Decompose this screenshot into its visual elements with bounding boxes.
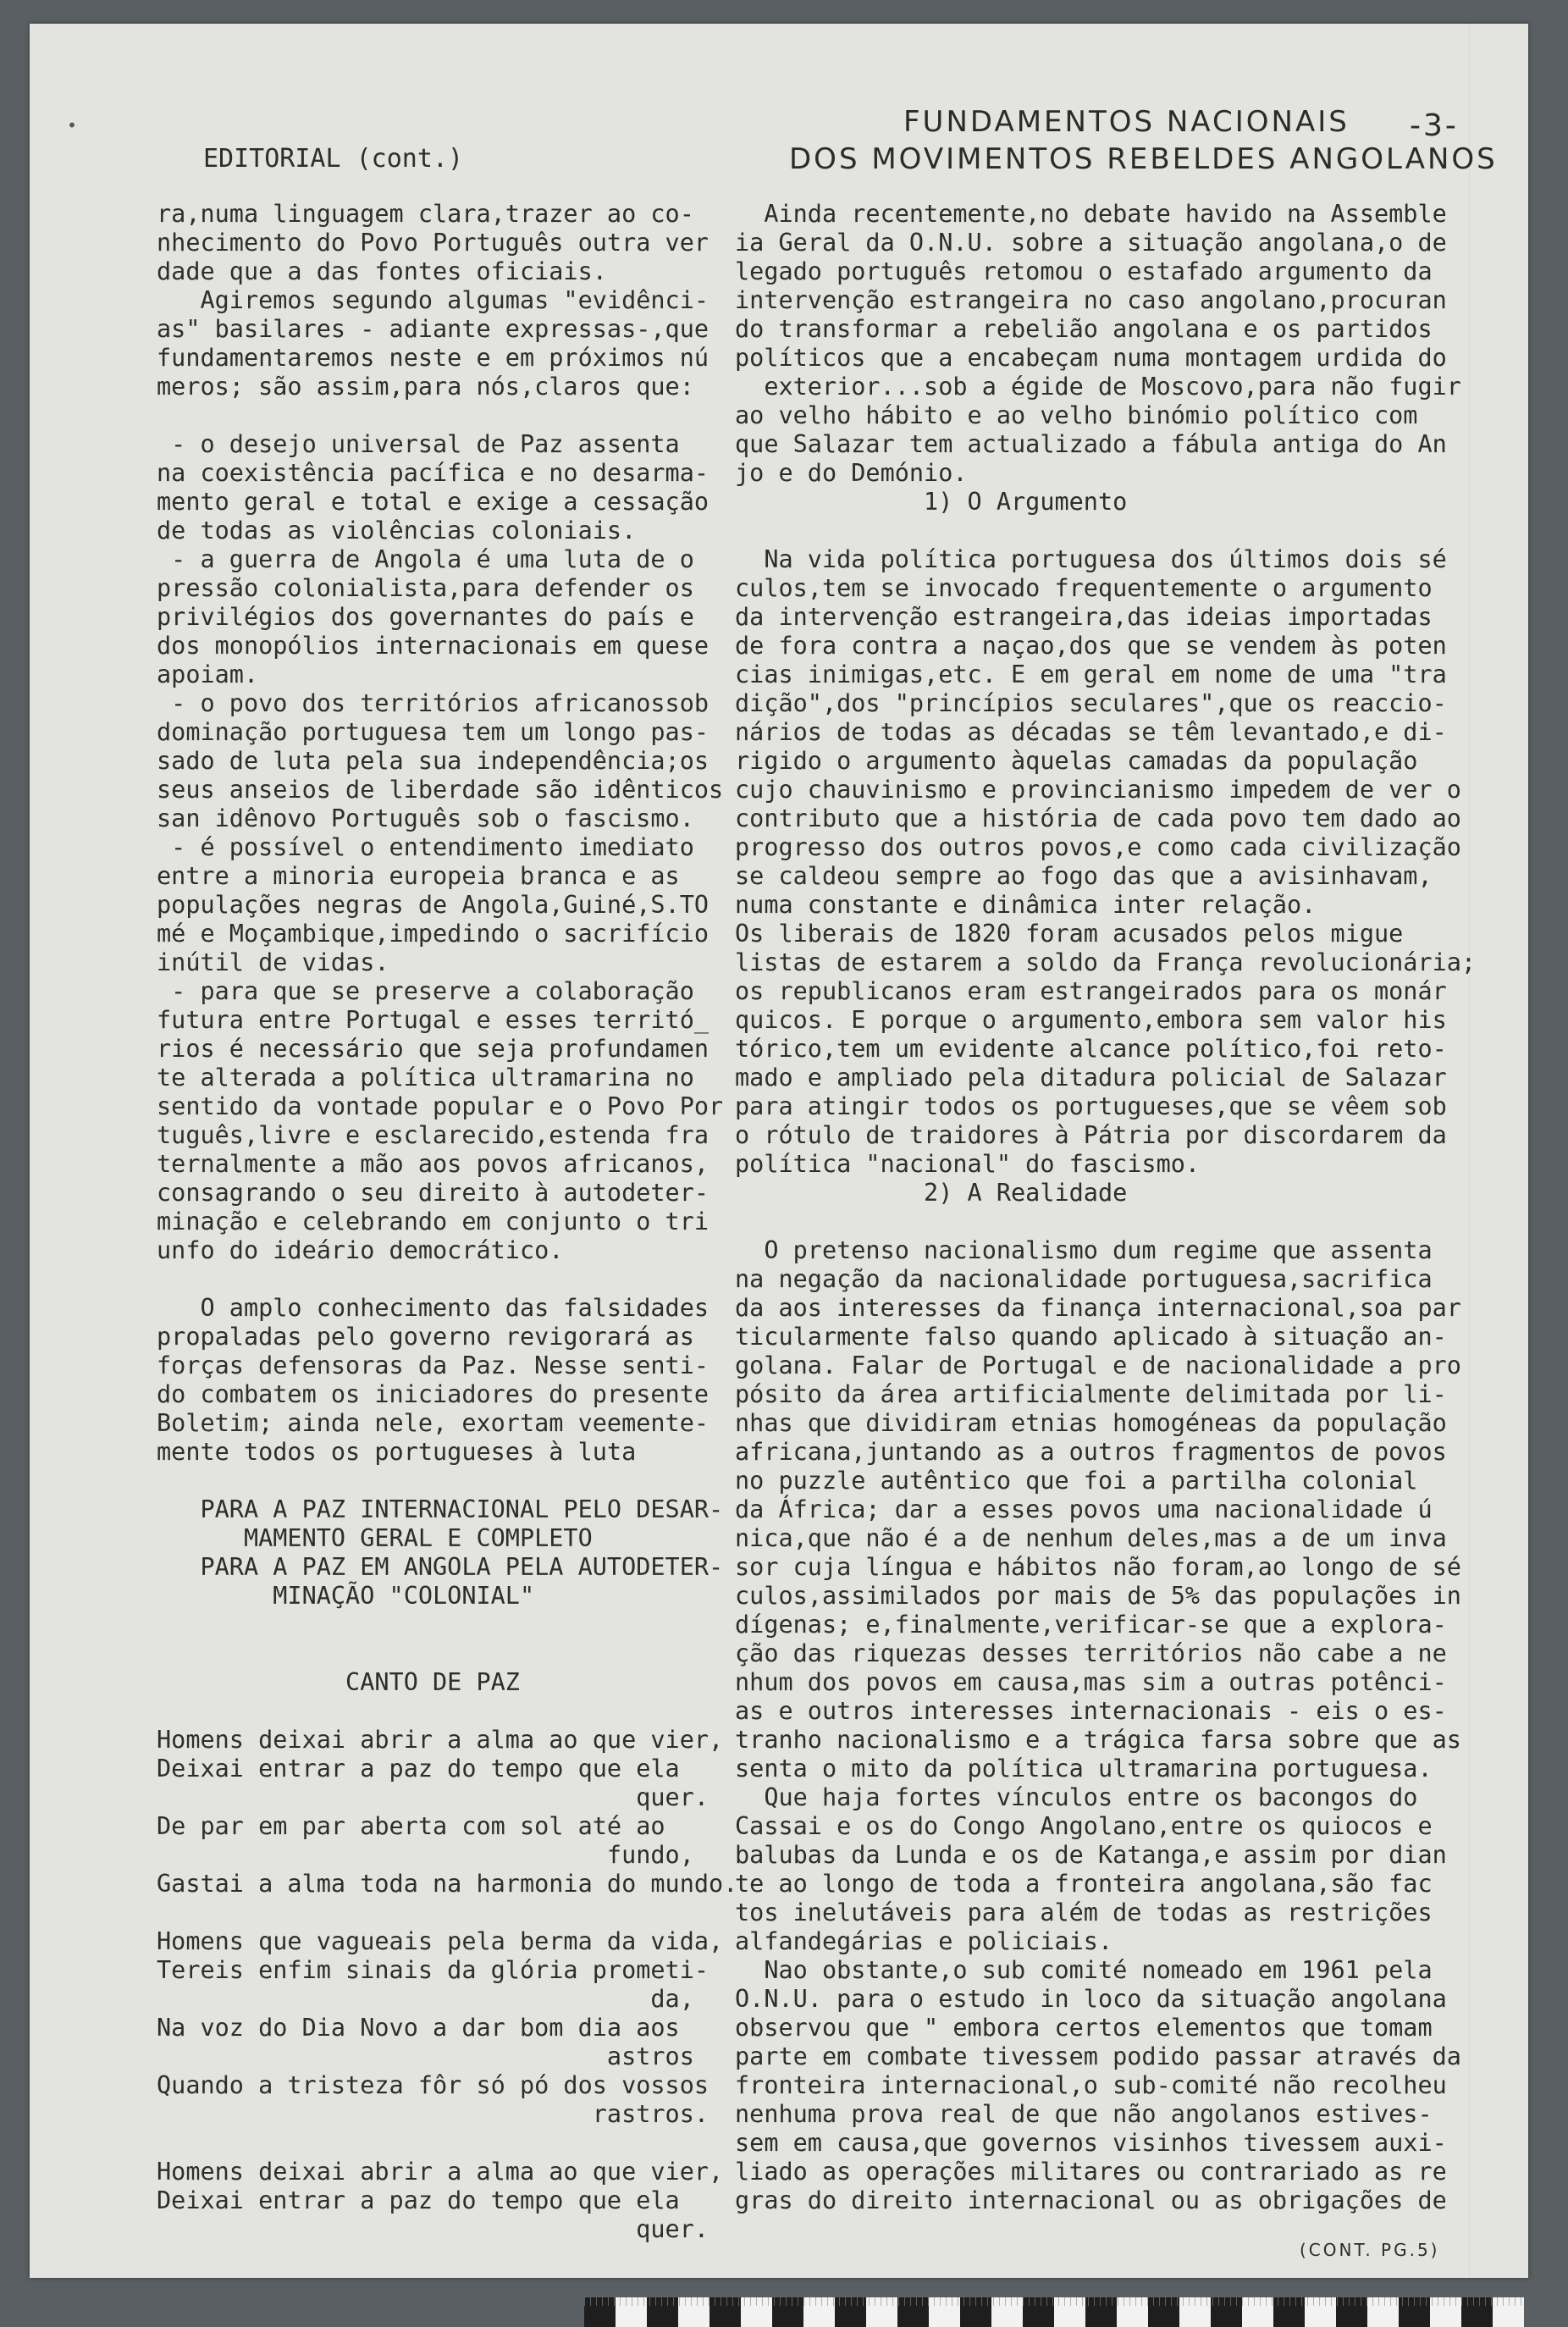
left-column-line: fundo, bbox=[157, 1841, 694, 1869]
left-column-line: PARA A PAZ EM ANGOLA PELA AUTODETER- bbox=[157, 1553, 724, 1581]
left-column-line: mento geral e total e exige a cessação bbox=[157, 488, 709, 516]
right-column-line: tranho nacionalismo e a trágica farsa sobre que as bbox=[735, 1726, 1461, 1754]
right-column-line: contributo que a história de cada povo tem dado ao bbox=[735, 804, 1461, 832]
right-column-line: sor cuja língua e hábitos não foram,ao longo de sé bbox=[735, 1553, 1461, 1581]
left-column-line: Agiremos segundo algumas "evidênci- bbox=[157, 286, 709, 314]
right-column-line: pósito da área artificialmente delimitada por li- bbox=[735, 1380, 1447, 1408]
right-column-line: na negação da nacionalidade portuguesa,sacrifica bbox=[735, 1265, 1433, 1293]
right-column-line: política "nacional" do fascismo. bbox=[735, 1150, 1201, 1178]
document-page bbox=[30, 24, 1528, 2278]
left-column-line: dominação portuguesa tem um longo pas- bbox=[157, 718, 709, 746]
left-column-line: as" basilares - adiante expressas-,que bbox=[157, 315, 709, 343]
left-column-line: tuguês,livre e esclarecido,estenda fra bbox=[157, 1121, 709, 1149]
left-column-line: da, bbox=[157, 1985, 694, 2013]
left-column-line: CANTO DE PAZ bbox=[157, 1668, 520, 1696]
right-column-line: nários de todas as décadas se têm levantado,e di- bbox=[735, 718, 1447, 746]
right-column-line: rigido o argumento àquelas camadas da população bbox=[735, 747, 1418, 775]
editorial-heading: EDITORIAL (cont.) bbox=[203, 144, 464, 174]
right-column-line: alfandegárias e policiais. bbox=[735, 1927, 1113, 1955]
right-column-line: tos inelutáveis para além de todas as restrições bbox=[735, 1899, 1433, 1926]
right-column-line: nenhuma prova real de que não angolanos estives- bbox=[735, 2100, 1433, 2128]
right-column-line: exterior...sob a égide de Moscovo,para não fugir bbox=[735, 373, 1461, 401]
right-column bbox=[735, 200, 1497, 2215]
right-column-line: progresso dos outros povos,e como cada civilização bbox=[735, 833, 1461, 861]
left-column-line: de todas as violências coloniais. bbox=[157, 517, 637, 544]
right-column-line: ia Geral da O.N.U. sobre a situação angolana,o de bbox=[735, 229, 1447, 257]
left-column-line: O amplo conhecimento das falsidades bbox=[157, 1294, 709, 1322]
left-column-line: - para que se preserve a colaboração bbox=[157, 977, 694, 1005]
right-column-line: fronteira internacional,o sub-comité não recolheu bbox=[735, 2071, 1447, 2099]
right-column-line bbox=[735, 517, 1497, 545]
left-column-line: dade que a das fontes oficiais. bbox=[157, 257, 607, 285]
right-column-line: listas de estarem a soldo da França revolucionária; bbox=[735, 948, 1477, 976]
left-column-line: rios é necessário que seja profundamen bbox=[157, 1035, 709, 1063]
right-column-line: numa constante e dinâmica inter relação. bbox=[735, 891, 1317, 919]
left-column-line: propaladas pelo governo revigorará as bbox=[157, 1323, 694, 1351]
right-column-line: ticularmente falso quando aplicado à situação an- bbox=[735, 1323, 1447, 1351]
left-column-line: - o povo dos territórios africanossob bbox=[157, 689, 709, 717]
left-column-line: meros; são assim,para nós,claros que: bbox=[157, 373, 694, 401]
right-column-line: se caldeou sempre ao fogo das que a avisinhavam, bbox=[735, 862, 1433, 890]
right-column-line: da África; dar a esses povos uma nacionalidade ú bbox=[735, 1495, 1433, 1523]
left-column-line: na coexistência pacífica e no desarma- bbox=[157, 459, 709, 487]
left-column-line: Homens deixai abrir a alma ao que vier, bbox=[157, 1726, 724, 1754]
right-column-line: balubas da Lunda e os de Katanga,e assim por dian bbox=[735, 1841, 1447, 1869]
right-column-line: senta o mito da política ultramarina portuguesa. bbox=[735, 1755, 1433, 1783]
right-column-line: ção das riquezas desses territórios não cabe a ne bbox=[735, 1639, 1447, 1667]
left-column-line: PARA A PAZ INTERNACIONAL PELO DESAR- bbox=[157, 1495, 724, 1523]
right-column-line: para atingir todos os portugueses,que se vêem sob bbox=[735, 1092, 1447, 1120]
right-column-line: liado as operações militares ou contrariado as re bbox=[735, 2158, 1447, 2186]
right-column-line: sem em causa,que governos visinhos tivessem auxi- bbox=[735, 2129, 1447, 2157]
left-column-line: Homens deixai abrir a alma ao que vier, bbox=[157, 2158, 724, 2186]
left-column-line: Deixai entrar a paz do tempo que ela bbox=[157, 1755, 680, 1783]
right-column-line: 1) O Argumento bbox=[735, 488, 1128, 516]
right-column-line: as e outros interesses internacionais - eis o es- bbox=[735, 1697, 1447, 1725]
left-column-line bbox=[157, 401, 754, 430]
left-column-line: entre a minoria europeia branca e as bbox=[157, 862, 680, 890]
ruler-ticks bbox=[584, 2297, 1524, 2306]
continued-note: (CONT. PG.5) bbox=[1300, 2240, 1440, 2260]
right-column-line: Na vida política portuguesa dos últimos dois sé bbox=[735, 545, 1447, 573]
right-column-line: que Salazar tem actualizado a fábula antiga do An bbox=[735, 430, 1447, 458]
left-column-line: sado de luta pela sua independência;os bbox=[157, 747, 709, 775]
right-column-line: do transformar a rebelião angolana e os partidos bbox=[735, 315, 1433, 343]
right-column-line: culos,assimilados por mais de 5% das populações in bbox=[735, 1582, 1461, 1610]
left-column-line: Homens que vagueais pela berma da vida, bbox=[157, 1927, 724, 1955]
right-column-line: Os liberais de 1820 foram acusados pelos migue bbox=[735, 920, 1404, 948]
left-column-line: te alterada a política ultramarina no bbox=[157, 1064, 694, 1092]
left-column-line: Tereis enfim sinais da glória prometi- bbox=[157, 1956, 709, 1984]
right-column-line: nhas que dividiram etnias homogéneas da população bbox=[735, 1409, 1447, 1437]
right-column-line: te ao longo de toda a fronteira angolana,são fac bbox=[735, 1870, 1433, 1898]
left-column-line: MINAÇÃO "COLONIAL" bbox=[157, 1582, 535, 1610]
left-column-line: do combatem os iniciadores do presente bbox=[157, 1380, 709, 1408]
left-column-line: Gastai a alma toda na harmonia do mundo. bbox=[157, 1870, 738, 1898]
right-column-line: O.N.U. para o estudo in loco da situação angolana bbox=[735, 1985, 1447, 2013]
right-column-line: Ainda recentemente,no debate havido na Assemble bbox=[735, 200, 1447, 228]
right-column-line: intervenção estrangeira no caso angolano,procuran bbox=[735, 286, 1447, 314]
right-column-line: nhum dos povos em causa,mas sim a outras potênci- bbox=[735, 1668, 1447, 1696]
left-column-line bbox=[157, 1265, 754, 1294]
margin-mark: • bbox=[67, 115, 78, 135]
left-column-line: futura entre Portugal e esses territó_ bbox=[157, 1006, 709, 1034]
left-column-line: - o desejo universal de Paz assenta bbox=[157, 430, 680, 458]
right-column-line: parte em combate tivessem podido passar através da bbox=[735, 2042, 1461, 2070]
left-column-line: consagrando o seu direito à autodeter- bbox=[157, 1179, 709, 1207]
right-column-line: da aos interesses da finança internacional,soa par bbox=[735, 1294, 1461, 1322]
left-column-line bbox=[157, 1611, 754, 1639]
right-column-line: Nao obstante,o sub comité nomeado em 1961 pela bbox=[735, 1956, 1433, 1984]
left-column-line: privilégios dos governantes do país e bbox=[157, 603, 694, 631]
left-column-line: populações negras de Angola,Guiné,S.TO bbox=[157, 891, 709, 919]
left-column-line: nhecimento do Povo Português outra ver bbox=[157, 229, 709, 257]
right-column-line: no puzzle autêntico que foi a partilha colonial bbox=[735, 1467, 1418, 1495]
left-column bbox=[157, 200, 754, 2244]
left-column-line bbox=[157, 1899, 754, 1927]
left-column-line: mente todos os portugueses à luta bbox=[157, 1438, 637, 1466]
left-column-line: unfo do ideário democrático. bbox=[157, 1236, 564, 1264]
right-column-line: quicos. E porque o argumento,embora sem valor his bbox=[735, 1006, 1447, 1034]
left-column-line: ternalmente a mão aos povos africanos, bbox=[157, 1150, 709, 1178]
left-column-line bbox=[157, 1639, 754, 1668]
right-column-line: Que haja fortes vínculos entre os bacongos do bbox=[735, 1783, 1418, 1811]
left-column-line bbox=[157, 1467, 754, 1495]
right-column-line: 2) A Realidade bbox=[735, 1179, 1128, 1207]
right-column-line: mado e ampliado pela ditadura policial de Salazar bbox=[735, 1064, 1447, 1092]
left-column-line: pressão colonialista,para defender os bbox=[157, 574, 694, 602]
left-column-line: sentido da vontade popular e o Povo Por bbox=[157, 1092, 724, 1120]
left-column-line: inútil de vidas. bbox=[157, 948, 389, 976]
left-column-line: san idênovo Português sob o fascismo. bbox=[157, 804, 694, 832]
right-column-line: gras do direito internacional ou as obrigações de bbox=[735, 2186, 1447, 2214]
right-column-line: tórico,tem um evidente alcance político,foi reto- bbox=[735, 1035, 1447, 1063]
right-column-line: políticos que a encabeçam numa montagem urdida do bbox=[735, 344, 1447, 372]
article-title-line1: FUNDAMENTOS NACIONAIS bbox=[903, 105, 1350, 139]
left-column-line: astros bbox=[157, 2042, 694, 2070]
left-column-line: Quando a tristeza fôr só pó dos vossos bbox=[157, 2071, 709, 2099]
right-column-line: Cassai e os do Congo Angolano,entre os quiocos e bbox=[735, 1812, 1433, 1840]
right-column-line: culos,tem se invocado frequentemente o argumento bbox=[735, 574, 1433, 602]
right-column-line: cias inimigas,etc. E em geral em nome de uma "tra bbox=[735, 661, 1447, 688]
right-column-line bbox=[735, 1208, 1497, 1236]
page-number: -3- bbox=[1410, 108, 1459, 143]
left-column-line: - a guerra de Angola é uma luta de o bbox=[157, 545, 694, 573]
right-column-line: de fora contra a naçao,dos que se vendem às poten bbox=[735, 632, 1447, 660]
right-column-line: cujo chauvinismo e provincianismo impedem de ver o bbox=[735, 776, 1461, 804]
right-column-line: O pretenso nacionalismo dum regime que assenta bbox=[735, 1236, 1433, 1264]
right-column-line: dição",dos "princípios seculares",que os reaccio- bbox=[735, 689, 1447, 717]
right-column-line: ao velho hábito e ao velho binómio político com bbox=[735, 401, 1418, 429]
left-column-line: fundamentaremos neste e em próximos nú bbox=[157, 344, 709, 372]
article-title-line2: DOS MOVIMENTOS REBELDES ANGOLANOS bbox=[789, 142, 1498, 176]
left-column-line: Boletim; ainda nele, exortam veemente- bbox=[157, 1409, 709, 1437]
left-column-line: seus anseios de liberdade são idênticos bbox=[157, 776, 724, 804]
left-column-line: rastros. bbox=[157, 2100, 709, 2128]
left-column-line: minação e celebrando em conjunto o tri bbox=[157, 1208, 709, 1235]
left-column-line: dos monopólios internacionais em quese bbox=[157, 632, 709, 660]
right-column-line: golana. Falar de Portugal e de nacionalidade a pro bbox=[735, 1351, 1461, 1379]
right-column-line: da intervenção estrangeira,das ideias importadas bbox=[735, 603, 1433, 631]
left-column-line: - é possível o entendimento imediato bbox=[157, 833, 694, 861]
left-column-line: Na voz do Dia Novo a dar bom dia aos bbox=[157, 2014, 680, 2042]
right-column-line: africana,juntando as a outros fragmentos de povos bbox=[735, 1438, 1447, 1466]
right-column-line: observou que " embora certos elementos que tomam bbox=[735, 2014, 1433, 2042]
left-column-line: De par em par aberta com sol até ao bbox=[157, 1812, 665, 1840]
left-column-line: mé e Moçambique,impedindo o sacrifício bbox=[157, 920, 709, 948]
right-column-line: os republicanos eram estrangeirados para os monár bbox=[735, 977, 1447, 1005]
right-column-line: dígenas; e,finalmente,verificar-se que a explora- bbox=[735, 1611, 1447, 1639]
left-column-line: forças defensoras da Paz. Nesse senti- bbox=[157, 1351, 709, 1379]
left-column-line bbox=[157, 1697, 754, 1726]
right-column-line: legado português retomou o estafado argumento da bbox=[735, 257, 1433, 285]
left-column-line: quer. bbox=[157, 1783, 709, 1811]
left-column-line bbox=[157, 2129, 754, 2158]
left-column-line: ra,numa linguagem clara,trazer ao co- bbox=[157, 200, 694, 228]
left-column-line: apoiam. bbox=[157, 661, 259, 688]
left-column-line: quer. bbox=[157, 2215, 709, 2243]
right-column-line: nica,que não é a de nenhum deles,mas a de um inva bbox=[735, 1524, 1447, 1552]
right-column-line: jo e do Demónio. bbox=[735, 459, 968, 487]
left-column-line: Deixai entrar a paz do tempo que ela bbox=[157, 2186, 680, 2214]
left-column-line: MAMENTO GERAL E COMPLETO bbox=[157, 1524, 593, 1552]
right-column-line: o rótulo de traidores à Pátria por discordarem da bbox=[735, 1121, 1447, 1149]
